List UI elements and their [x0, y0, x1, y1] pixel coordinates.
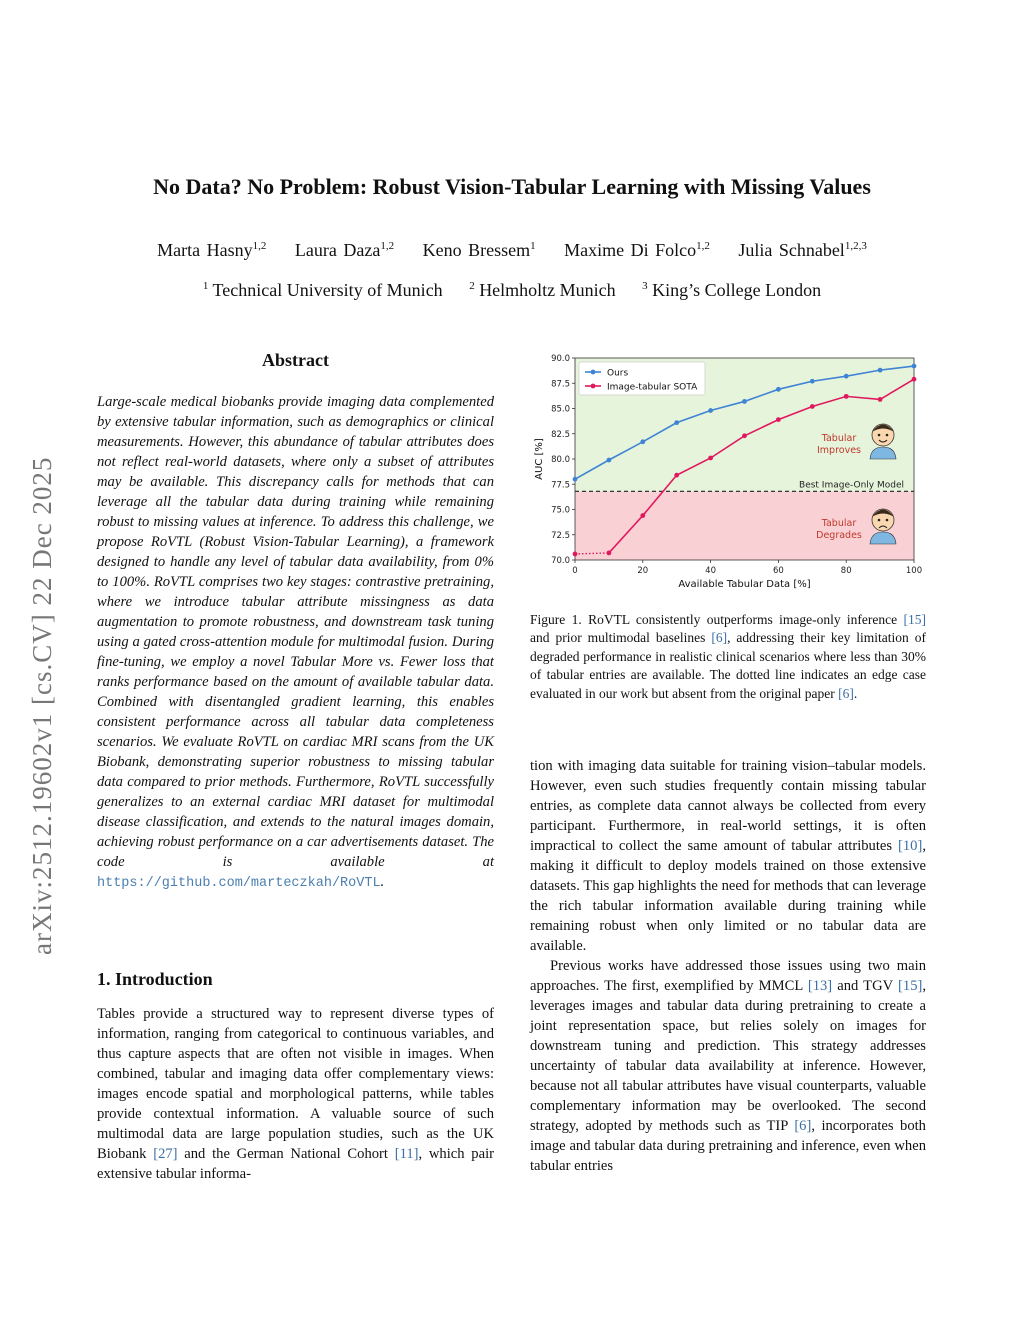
y-axis-label: AUC [%] — [534, 438, 545, 480]
x-tick-label: 80 — [840, 566, 852, 576]
data-point — [708, 456, 713, 461]
data-point — [844, 374, 849, 379]
x-tick-label: 0 — [572, 566, 578, 576]
affiliation: $^1$ Technical University of Munich — [202, 280, 443, 300]
region-label-degrades: Degrades — [816, 530, 862, 541]
happy-face-icon-eye — [886, 434, 889, 437]
y-tick-label: 72.5 — [551, 530, 570, 541]
affiliation: $^3$ King’s College London — [642, 280, 822, 300]
baseline-label: Best Image-Only Model — [799, 480, 904, 491]
data-point — [674, 420, 679, 425]
y-tick-label: 87.5 — [551, 379, 570, 390]
y-tick-label: 75.0 — [551, 505, 570, 516]
paragraph: Previous works have addressed those issues using two main approaches. The first, exemplified by MMCL [13] and TGV [15], leverages images and tabular data during pretraining to create a joint representation space, but relies solely on images for downstream tuning and prediction. This strategy addresses uncertainty of tabular data availability at inference. However, because not all tabular attributes have visual counterparts, valuable complementary information may be overlooked. The second strategy, adopted by methods such as TIP [6], incorporates both image and tabular data during pretraining and inference, even when tabular entries — [530, 958, 927, 1174]
citation-link[interactable]: [11] — [394, 1146, 419, 1162]
data-point — [674, 473, 679, 478]
author-list — [0, 240, 1024, 261]
data-point — [878, 368, 883, 373]
data-point — [742, 399, 747, 404]
data-point — [844, 394, 849, 399]
y-tick-label: 90.0 — [551, 354, 570, 364]
affiliation: $^2$ Helmholtz Munich — [469, 280, 616, 300]
x-axis-label: Available Tabular Data [%] — [678, 579, 811, 590]
legend-entry: Ours — [607, 368, 629, 379]
abstract-body: Large-scale medical biobanks provide imaging data complemented by extensive tabular information, such as demographics or clinical measurements. However, this abundance of tabular attributes does not reflect real-world datasets, where only a subset of attributes may be available. This discrepancy calls for methods that can leverage all the tabular data during training while remaining robust to missing values at inference. To address this challenge, we propose RoVTL (Robust Vision-Tabular Learning), a framework designed to handle any level of tabular data availability, from 0% to 100%. RoVTL comprises two key stages: contrastive pretraining, where we introduce tabular attribute missingness as data augmentation to promote robustness, and downstream task tuning using a gated cross-attention module for multimodal fusion. During fine-tuning, we employ a novel Tabular More vs. Fewer loss that ranks performance based on the amount of available tabular data. Combined with disentangled gradient learning, this enables consistent performance across all tabular data completeness scenarios. We evaluate RoVTL on cardiac MRI scans from the UK Biobank, demonstrating superior robustness to missing tabular data compared to prior methods. Furthermore, RoVTL successfully generalizes to an external cardiac MRI dataset for multimodal disease classification, and extends to the natural images domain, achieving robust performance on a car advertisements dataset. The code is available at https://github.com/marteczkah/RoVTL. — [97, 394, 494, 891]
x-tick-label: 60 — [772, 566, 784, 576]
citation-link[interactable]: [6] — [711, 630, 728, 646]
data-point — [607, 458, 612, 463]
data-point — [573, 477, 578, 482]
data-point — [810, 379, 815, 384]
data-point — [912, 377, 917, 382]
author: Laura Daza$^{1,2}$ — [294, 240, 395, 260]
arxiv-identifier: arXiv:2512.19602v1 [cs.CV] 22 Dec 2025 — [27, 456, 57, 955]
region-label-improves: Improves — [816, 445, 862, 456]
author: Maxime Di Folco$^{1,2}$ — [564, 240, 710, 260]
code-link[interactable]: https://github.com/marteczkah/RoVTL — [97, 876, 381, 891]
data-point — [810, 404, 815, 409]
paragraph: tion with imaging data suitable for training vision–tabular models. However, even such studies frequently contain missing tabular entries, as complete data cannot always be collected from every participant. Furthermore, in real-world settings, it is often impractical to collect the same amount of tabular attributes [10], making it difficult to deploy models trained on those extensive datasets. This gap highlights the need for methods that can leverage the rich tabular information available during training while remaining robust when only limited or no tabular data are available. — [530, 758, 926, 954]
y-tick-label: 70.0 — [551, 556, 570, 566]
abstract-heading: Abstract — [262, 350, 329, 370]
author: Marta Hasny$^{1,2}$ — [157, 240, 267, 260]
citation-link[interactable]: [6] — [794, 1118, 812, 1134]
citation-link[interactable]: [27] — [153, 1146, 178, 1162]
region-label-improves: Tabular — [821, 433, 857, 444]
data-point — [708, 408, 713, 413]
citation-link[interactable]: [10] — [898, 838, 923, 854]
citation-link[interactable]: [13] — [807, 978, 833, 994]
x-tick-label: 40 — [705, 566, 717, 576]
citation-link[interactable]: [15] — [903, 612, 926, 627]
data-point — [640, 513, 645, 518]
figure-1-caption: Figure 1. RoVTL consistently outperforms image-only inference [15] and prior multimodal baselines [6], addressing their key limitation of degraded performance in realistic clinical scenarios where less than 30% of tabular entries are available. The dotted line indicates an edge case evaluated in our work but absent from the original paper [6]. — [530, 612, 926, 701]
y-tick-label: 77.5 — [551, 480, 570, 491]
data-point — [776, 387, 781, 392]
citation-link[interactable]: [15] — [898, 978, 923, 994]
worried-face-icon-eye — [878, 519, 881, 522]
paper-title: No Data? No Problem: Robust Vision-Tabular Learning with Missing Values — [153, 174, 871, 199]
intro-paragraph: Tables provide a structured way to represent diverse types of information, ranging from categorical to continuous variables, and thus capture aspects that are often not visible in images. When combined, tabular and imaging data offer complementary views: images encode spatial and morphological patterns, while tables provide contextual information. A valuable source of such multimodal data are large population studies, such as the UK Biobank [27] and the German National Cohort [11], which pair extensive tabular informa- — [97, 1006, 494, 1182]
region-label-degrades: Tabular — [821, 518, 857, 529]
worried-face-icon-eye — [886, 519, 889, 522]
data-point — [878, 397, 883, 402]
affiliation-list — [0, 280, 1024, 301]
author: Keno Bressem$^1$ — [422, 240, 536, 260]
author: Julia Schnabel$^{1,2,3}$ — [738, 240, 867, 260]
data-point — [742, 433, 747, 438]
data-point — [573, 552, 578, 557]
data-point — [912, 364, 917, 369]
legend-marker — [591, 384, 596, 389]
plot-area — [534, 354, 922, 590]
section-heading-introduction: 1. Introduction — [97, 969, 213, 989]
citation-link[interactable]: [6] — [838, 685, 854, 701]
figure-1-chart — [532, 350, 926, 595]
legend-entry: Image-tabular SOTA — [607, 382, 698, 393]
happy-face-icon-eye — [878, 434, 881, 437]
x-tick-label: 100 — [905, 566, 923, 576]
y-tick-label: 80.0 — [551, 455, 570, 465]
data-point — [776, 417, 781, 422]
intro-column-2 — [530, 756, 926, 1176]
degrade-region — [575, 491, 914, 560]
data-point — [640, 439, 645, 444]
legend-marker — [591, 370, 596, 375]
x-tick-label: 20 — [637, 566, 649, 576]
y-tick-label: 82.5 — [551, 429, 570, 440]
y-tick-label: 85.0 — [551, 404, 570, 415]
data-point — [607, 551, 612, 556]
